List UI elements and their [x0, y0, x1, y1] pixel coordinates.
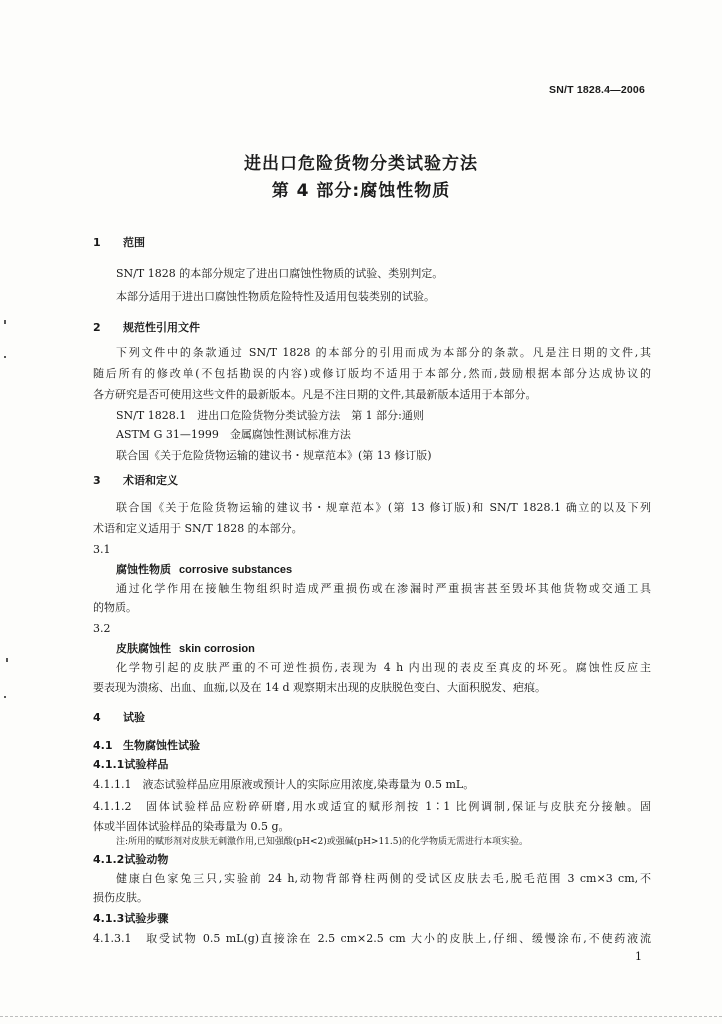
section-title: 规范性引用文件 [123, 321, 200, 334]
sec3-para-line2: 术语和定义适用于 SN/T 1828 的本部分。 [93, 522, 303, 535]
scan-mark [6, 658, 8, 662]
sec1-para2: 本部分适用于进出口腐蚀性物质危险特性及适用包装类别的试验。 [116, 290, 435, 303]
clause-4-1-3-1-line1: 4.1.3.1 取受试物 0.5 mL(g)直接涂在 2.5 cm×2.5 cm 大小的皮肤上,仔细、缓慢涂布,不使药液流 [93, 932, 651, 945]
note-4-1-1: 注:所用的赋形剂对皮肤无刺激作用,已知强酸(pH<2)或强碱(pH>11.5)的化学物质无需进行本项实验。 [116, 837, 529, 847]
page-bottom-edge [0, 1016, 722, 1017]
def-3-1-line2: 的物质。 [93, 601, 137, 614]
section-number: 4.1.1 [93, 758, 125, 771]
section-number: 4 [93, 711, 101, 724]
sec4-heading [93, 711, 145, 725]
clause-4-1-1-1: 4.1.1.1 液态试验样品应用原液或预计人的实际应用浓度,染毒量为 0.5 mL。 [93, 778, 475, 791]
clause-4-1-1-2-line1: 4.1.1.2 固体试验样品应粉碎研磨,用水或适宜的赋形剂按 1∶1 比例调制,保证与皮肤充分接触。固 [93, 800, 651, 813]
def-3-2-line1: 化学物引起的皮肤严重的不可逆性损伤,表现为 4 h 内出现的表皮至真皮的坏死。腐蚀性反应主 [116, 661, 651, 674]
sec4-1-1-heading [93, 758, 168, 772]
def-3-1-line1: 通过化学作用在接触生物组织时造成严重损伤或在渗漏时严重损害甚至毁坏其他货物或交通工具 [116, 582, 651, 595]
page-number: 1 [635, 950, 642, 963]
sec2-para-line1: 下列文件中的条款通过 SN/T 1828 的本部分的引用而成为本部分的条款。凡是注日期的文件,其 [116, 346, 651, 359]
sec4-1-2-heading [93, 853, 168, 867]
sec2-para-line2: 随后所有的修改单(不包括勘误的内容)或修订版均不适用于本部分,然而,鼓励根据本部分达成协议的 [93, 367, 651, 380]
clause-4-1-1-2-line2: 体或半固体试验样品的染毒量为 0.5 g。 [93, 820, 290, 833]
ref-3: 联合国《关于危险货物运输的建议书・规章范本》(第 13 修订版) [116, 449, 432, 462]
sec2-para-line3: 各方研究是否可使用这些文件的最新版本。凡是不注日期的文件,其最新版本适用于本部分。 [93, 388, 537, 401]
section-number: 3 [93, 474, 101, 487]
ref-2: ASTM G 31—1999 金属腐蚀性测试标准方法 [116, 428, 351, 441]
section-number: 4.1.3 [93, 912, 125, 925]
term-zh: 腐蚀性物质 [116, 563, 171, 576]
section-title: 术语和定义 [123, 474, 178, 487]
section-title: 试验样品 [124, 758, 169, 771]
standard-code: SN/T 1828.4—2006 [548, 84, 645, 96]
section-number: 4.1.2 [93, 853, 125, 866]
scan-mark [4, 356, 6, 358]
clause-4-1-2-line2: 损伤皮肤。 [93, 891, 148, 904]
section-title: 范围 [123, 236, 145, 249]
clause-4-1-2-line1: 健康白色家兔三只,实验前 24 h,动物背部脊柱两侧的受试区皮肤去毛,脱毛范围 3 cm×3 cm,不 [116, 872, 651, 885]
section-number: 4.1 [93, 739, 113, 752]
def-3-2-line2: 要表现为溃疡、出血、血痂,以及在 14 d 观察期末出现的皮肤脱色变白、大面积脱发、疤痕。 [93, 681, 547, 694]
scan-mark [4, 696, 6, 698]
section-title: 试验 [123, 711, 145, 724]
def-3-1-term [116, 563, 292, 577]
section-title: 生物腐蚀性试验 [123, 739, 200, 752]
def-3-2-term [116, 642, 255, 656]
def-3-1-number: 3.1 [93, 543, 111, 556]
term-en: corrosive substances [179, 564, 293, 576]
sec2-heading [93, 321, 200, 335]
sec3-para-line1: 联合国《关于危险货物运输的建议书・规章范本》(第 13 修订版)和 SN/T 1828.1 确立的以及下列 [116, 501, 651, 514]
sec4-1-heading [93, 739, 200, 753]
term-zh: 皮肤腐蚀性 [116, 642, 171, 655]
document-subtitle: 第 4 部分:腐蚀性物质 [271, 181, 451, 201]
section-number: 1 [93, 236, 101, 249]
term-en: skin corrosion [179, 643, 255, 655]
ref-1: SN/T 1828.1 进出口危险货物分类试验方法 第 1 部分:通则 [116, 409, 424, 422]
section-title: 试验步骤 [124, 912, 169, 925]
section-title: 试验动物 [124, 853, 169, 866]
section-number: 2 [93, 321, 101, 334]
def-3-2-number: 3.2 [93, 622, 111, 635]
sec3-heading [93, 474, 178, 488]
sec4-1-3-heading [93, 912, 168, 926]
sec1-para1: SN/T 1828 的本部分规定了进出口腐蚀性物质的试验、类别判定。 [116, 267, 444, 280]
sec1-heading [93, 236, 145, 250]
scan-mark [4, 320, 6, 324]
document-title: 进出口危险货物分类试验方法 [244, 154, 478, 174]
